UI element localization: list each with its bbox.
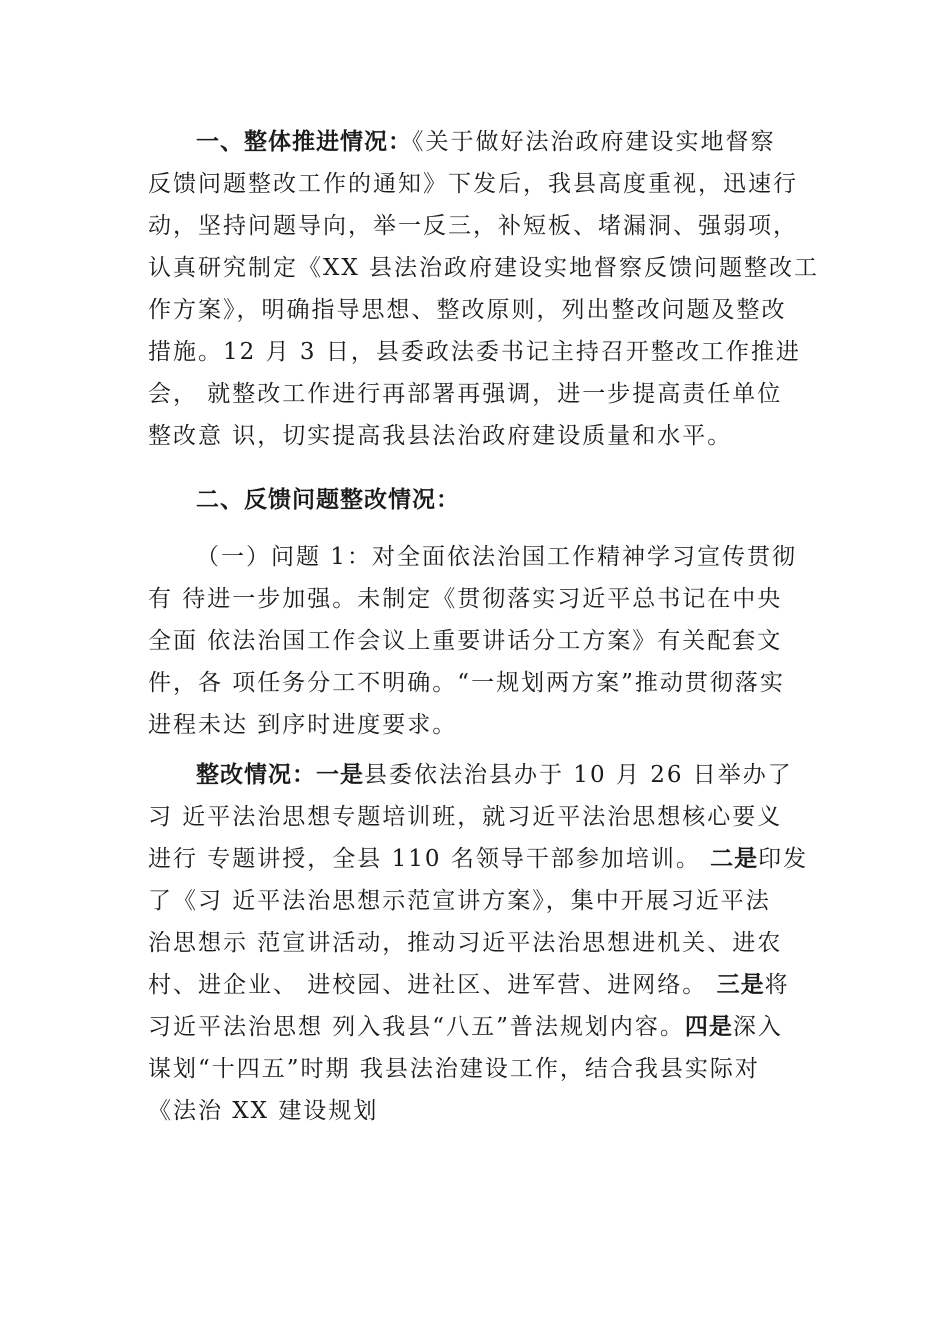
- item-four-label: 四是: [684, 1014, 733, 1040]
- rectification-line-5: 治思想示 范宣讲活动，推动习近平法治思想进机关、进农: [148, 930, 783, 956]
- rectification-line-3: [148, 839, 808, 879]
- section1-line-2: 反馈问题整改工作的通知》下发后，我县高度重视，迅速行: [148, 171, 798, 197]
- section1-heading: 一、整体推进情况：: [196, 129, 412, 155]
- problem-line-3: 全面 依法治国工作会议上重要讲话分工方案》有关配套文: [148, 628, 783, 654]
- rectification-text-3b: 印发: [758, 846, 809, 872]
- item-one-label: 一是: [316, 762, 364, 788]
- section2-heading: 二、反馈问题整改情况：: [196, 487, 460, 513]
- problem-line-5: 进程未达 到序时进度要求。: [148, 712, 458, 738]
- rectification-line-6: [148, 965, 790, 1005]
- section1-line-6: 措施。12 月 3 日，县委政法委书记主持召开整改工作推进: [148, 339, 801, 365]
- section1-line-8: 整改意 识，切实提高我县法治政府建设质量和水平。: [148, 423, 733, 449]
- section1-text: 《关于做好法治政府建设实地督察: [412, 129, 776, 155]
- rectification-text-1: 县委依法治县办于 10 月 26 日举办了: [364, 762, 793, 788]
- section1-line-4: 认真研究制定《XX 县法治政府建设实地督察反馈问题整改工: [148, 255, 820, 281]
- item-two-label: 二是: [710, 846, 759, 872]
- section1-line-7: 会， 就整改工作进行再部署再强调，进一步提高责任单位: [148, 381, 783, 407]
- section1-line-1: [196, 122, 776, 162]
- rectification-line-2: 习 近平法治思想专题培训班，就习近平法治思想核心要义: [148, 804, 783, 830]
- section1-line-3: 动，坚持问题导向，举一反三，补短板、堵漏洞、强弱项，: [148, 213, 798, 239]
- rectification-text-3a: 进行 专题讲授，全县 110 名领导干部参加培训。: [148, 846, 711, 872]
- problem-line-2: 有 待进一步加强。未制定《贯彻落实习近平总书记在中央: [148, 586, 783, 612]
- rectification-line-8: 谋划“十四五”时期 我县法治建设工作，结合我县实际对: [148, 1056, 760, 1082]
- section1-line-5: 作方案》，明确指导思想、整改原则，列出整改问题及整改: [148, 297, 787, 323]
- rectification-text-6b: 将: [764, 972, 790, 998]
- rectification-text-7a: 习近平法治思想 列入我县“八五”普法规划内容。: [148, 1014, 685, 1040]
- rectification-line-7: [148, 1007, 783, 1047]
- problem-line-1: （一）问题 1：对全面依法治国工作精神学习宣传贯彻: [196, 544, 797, 570]
- rectification-label: 整改情况：: [196, 762, 316, 788]
- rectification-line-9: 《法治 XX 建设规划: [148, 1098, 379, 1124]
- rectification-text-6a: 村、进企业、 进校园、进社区、进军营、进网络。: [148, 972, 717, 998]
- rectification-line-4: 了《习 近平法治思想示范宣讲方案》，集中开展习近平法: [148, 888, 771, 914]
- rectification-line-1: [196, 755, 793, 795]
- problem-line-4: 件，各 项任务分工不明确。“一规划两方案”推动贯彻落实: [148, 670, 785, 696]
- item-three-label: 三是: [716, 972, 765, 998]
- rectification-text-7b: 深入: [732, 1014, 783, 1040]
